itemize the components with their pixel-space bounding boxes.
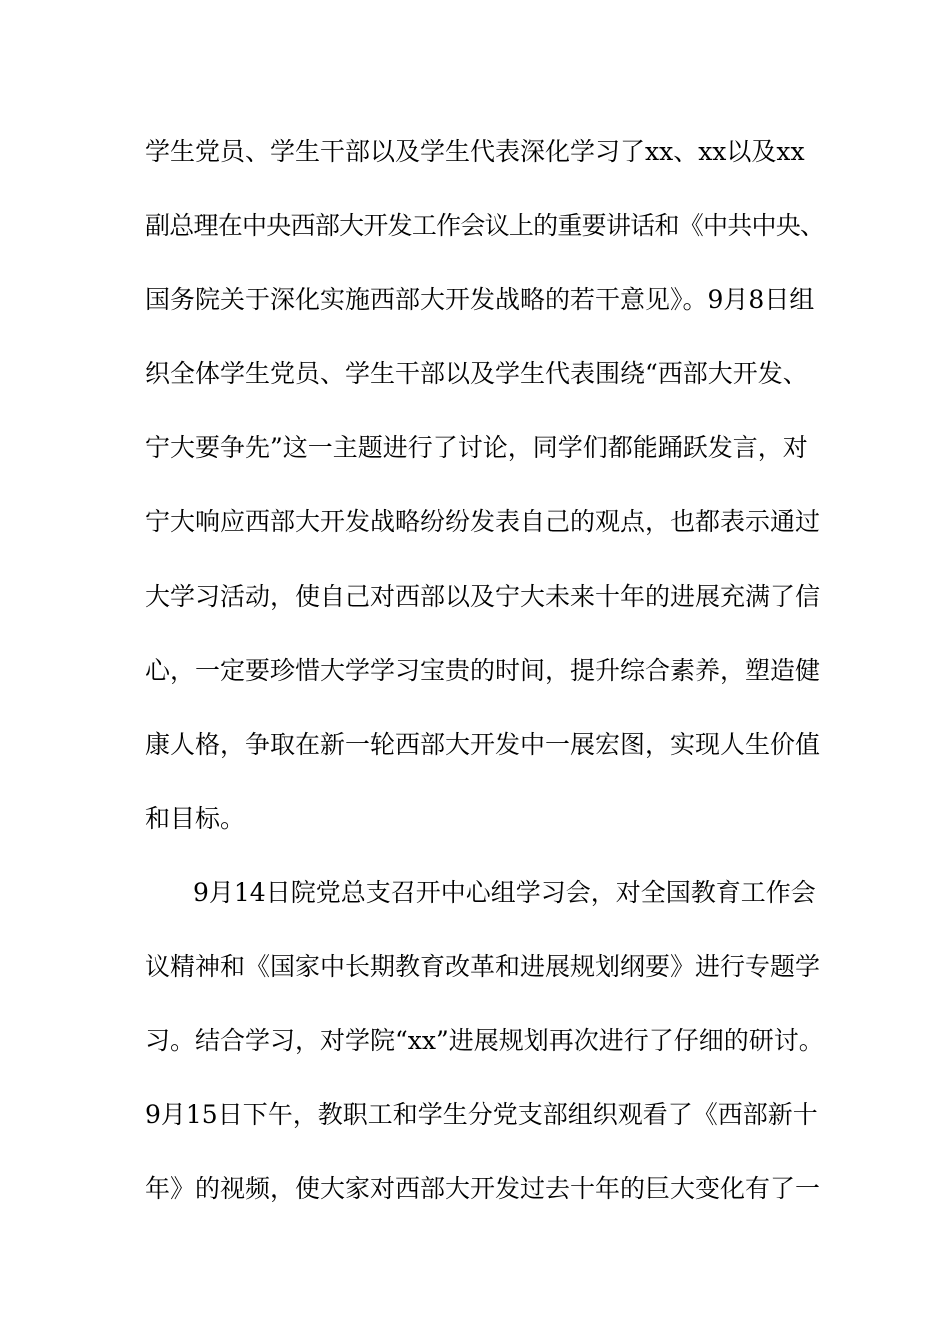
paragraph-1-line-9: 康人格，争取在新一轮西部大开发中一展宏图，实现人生价值 (145, 730, 821, 759)
paragraph-1-line-6: 宁大响应西部大开发战略纷纷发表自己的观点，也都表示通过 (145, 507, 821, 536)
paragraph-1-line-7: 大学习活动，使自己对西部以及宁大未来十年的进展充满了信 (145, 582, 821, 611)
paragraph-2-line-1: 9月14日院党总支召开中心组学习会，对全国教育工作会 (193, 878, 816, 907)
paragraph-1-line-2: 副总理在中央西部大开发工作会议上的重要讲话和《中共中央、 (145, 211, 825, 240)
paragraph-1-line-5: 宁大要争先”这一主题进行了讨论，同学们都能踊跃发言，对 (145, 433, 808, 462)
paragraph-2-line-5: 年》的视频，使大家对西部大开发过去十年的巨大变化有了一 (145, 1174, 821, 1203)
paragraph-2-line-4: 9月15日下午，教职工和学生分党支部组织观看了《西部新十 (145, 1100, 818, 1129)
paragraph-2-line-3: 习。结合学习，对学院“xx”进展规划再次进行了仔细的研讨。 (145, 1026, 824, 1055)
paragraph-1-line-8: 心，一定要珍惜大学学习宝贵的时间，提升综合素养，塑造健 (145, 656, 821, 685)
paragraph-1-line-3: 国务院关于深化实施西部大开发战略的若干意见》。9月8日组 (145, 285, 815, 314)
paragraph-1-line-4: 织全体学生党员、学生干部以及学生代表围绕“西部大开发、 (145, 359, 808, 388)
paragraph-2-line-2: 议精神和《国家中长期教育改革和进展规划纲要》进行专题学 (145, 952, 821, 981)
paragraph-1-line-1: 学生党员、学生干部以及学生代表深化学习了xx、xx以及xx (145, 137, 805, 166)
paragraph-1-line-10: 和目标。 (145, 804, 246, 833)
